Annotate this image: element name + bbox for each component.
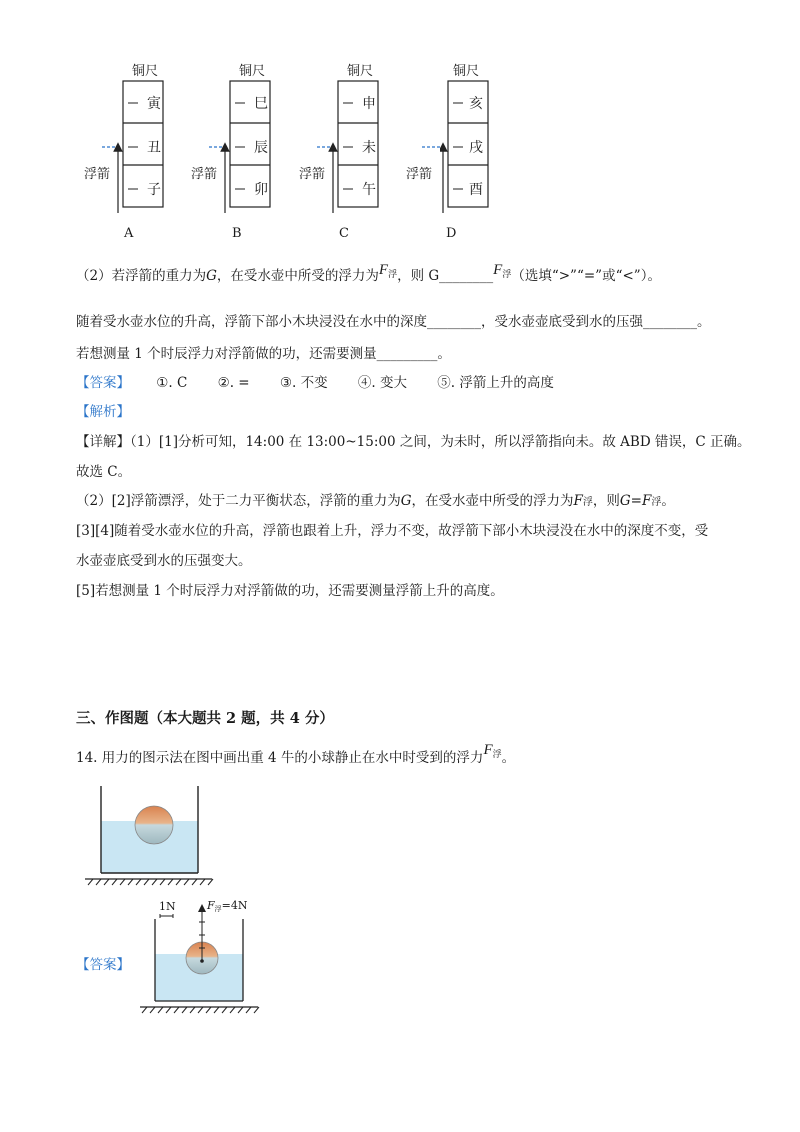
q2-f-sub: 浮	[388, 269, 398, 279]
ruler-b-letter: B	[232, 226, 242, 241]
force-label-f: F	[207, 899, 215, 912]
analysis-label: 【解析】	[76, 404, 130, 420]
ruler-b-cell-2: 辰	[254, 140, 268, 156]
force-label-sub: 浮	[214, 905, 222, 913]
q2-g-symbol: G	[206, 268, 217, 284]
detail-l3-d: 。	[661, 493, 675, 509]
answer-2-label: 【答案】	[76, 957, 130, 973]
answer-label: 【答案】	[76, 375, 130, 391]
q2-line-2: 随着受水壶水位的升高，浮箭下部小木块浸没在水中的深度________，受水壶壶底受到水的压强________。	[76, 314, 711, 330]
q2-text-c: ，则 G________	[397, 268, 494, 284]
ruler-diagram	[80, 55, 460, 245]
ruler-a-float-label: 浮箭	[84, 167, 111, 182]
ruler-d-cell-1: 亥	[469, 96, 483, 112]
q2-text-b: ，在受水壶中所受的浮力为	[216, 268, 379, 284]
detail-line-2: 故选 C。	[76, 464, 132, 480]
ball-in-water-figure	[80, 782, 220, 892]
q14-f-sub: 浮	[492, 749, 502, 759]
ruler-d-float-label: 浮箭	[406, 167, 433, 182]
answer-item-1: ①. C	[156, 375, 188, 391]
ruler-c-cell-3: 午	[362, 182, 376, 198]
detail-text-1: （1）[1]分析可知，14:00 在 13:00~15:00 之间，为未时，所以浮箭指向未。故 ABD 错误，C 正确。	[130, 434, 751, 450]
ruler-a-letter: A	[124, 226, 134, 241]
ruler-c-letter: C	[339, 226, 349, 241]
q14-text: 14. 用力的图示法在图中画出重 4 牛的小球静止在水中时受到的浮力	[76, 750, 484, 766]
detail-l3-b: ，在受水壶中所受的浮力为	[411, 493, 574, 509]
q2-line-3: 若想测量 1 个时辰浮力对浮箭做的功，还需要测量_________。	[76, 346, 451, 362]
q2-f-sub-2: 浮	[502, 269, 512, 279]
answer-item-2: ②. =	[217, 375, 250, 391]
detail-l3-g: G	[400, 493, 412, 509]
ruler-a-cell-1: 寅	[147, 96, 161, 112]
section-3-title: 三、作图题（本大题共 2 题，共 4 分）	[76, 710, 334, 727]
q14-line	[76, 742, 516, 772]
answer-1	[76, 373, 554, 393]
q14-end: 。	[501, 750, 516, 766]
detail-line-4: [3][4]随着受水壶水位的升高，浮箭也跟着上升，浮力不变，故浮箭下部小木块浸没在水中的深度不变，受	[76, 523, 709, 539]
q2-text-d: （选填“>”“=”或“<”）。	[511, 268, 661, 284]
detail-line-5: 水壶壶底受到水的压强变大。	[76, 553, 252, 569]
ruler-c-title: 铜尺	[347, 64, 374, 79]
q14-f-symbol	[483, 742, 501, 758]
q14-f-letter: F	[483, 742, 493, 758]
ruler-c-cell-2: 未	[362, 140, 376, 156]
detail-l3-f: F	[573, 493, 583, 509]
detail-line-3	[76, 491, 675, 513]
ruler-d-cell-2: 戌	[469, 140, 483, 156]
scale-label: 1N	[159, 900, 176, 913]
ruler-b-cell-3: 卯	[254, 182, 268, 198]
q2-f-symbol-2	[493, 262, 511, 278]
ruler-c-cell-1: 申	[362, 96, 376, 112]
detail-l3-eq: G=F	[619, 493, 652, 509]
answer-item-4: ④. 变大	[357, 375, 407, 391]
ruler-d-cell-3: 酉	[469, 182, 483, 198]
detail-l3-fsub: 浮	[582, 497, 593, 508]
ruler-b-cell-1: 巳	[254, 96, 268, 112]
detail-label: 【详解】	[76, 434, 130, 450]
ruler-d-letter: D	[446, 226, 457, 241]
q2-line-1	[76, 262, 661, 290]
detail-line-1	[76, 432, 751, 452]
ruler-b-float-label: 浮箭	[191, 167, 218, 182]
answer-item-5: ⑤. 浮箭上升的高度	[437, 375, 554, 391]
answer-item-3: ③. 不变	[279, 375, 328, 391]
ruler-d-title: 铜尺	[453, 64, 480, 79]
ruler-a-cell-2: 丑	[147, 140, 161, 156]
ruler-a-cell-3: 子	[147, 182, 161, 198]
force-label	[207, 899, 247, 914]
detail-l3-c: ，则	[592, 493, 620, 509]
q2-f-letter: F	[378, 262, 389, 278]
detail-line-6: [5]若想测量 1 个时辰浮力对浮箭做的功，还需要测量浮箭上升的高度。	[76, 583, 504, 599]
ruler-a-title: 铜尺	[132, 64, 159, 79]
q2-f-letter-2: F	[493, 262, 503, 278]
detail-l3-a: （2）[2]浮箭漂浮，处于二力平衡状态，浮箭的重力为	[76, 493, 401, 509]
q2-text-a: （2）若浮箭的重力为	[76, 268, 207, 284]
q2-f-symbol	[379, 262, 397, 278]
detail-l3-eqsub: 浮	[651, 497, 662, 508]
ruler-c-float-label: 浮箭	[299, 167, 326, 182]
ruler-d-waterline	[420, 140, 450, 154]
force-label-value: =4N	[221, 899, 248, 912]
ruler-b-title: 铜尺	[239, 64, 266, 79]
